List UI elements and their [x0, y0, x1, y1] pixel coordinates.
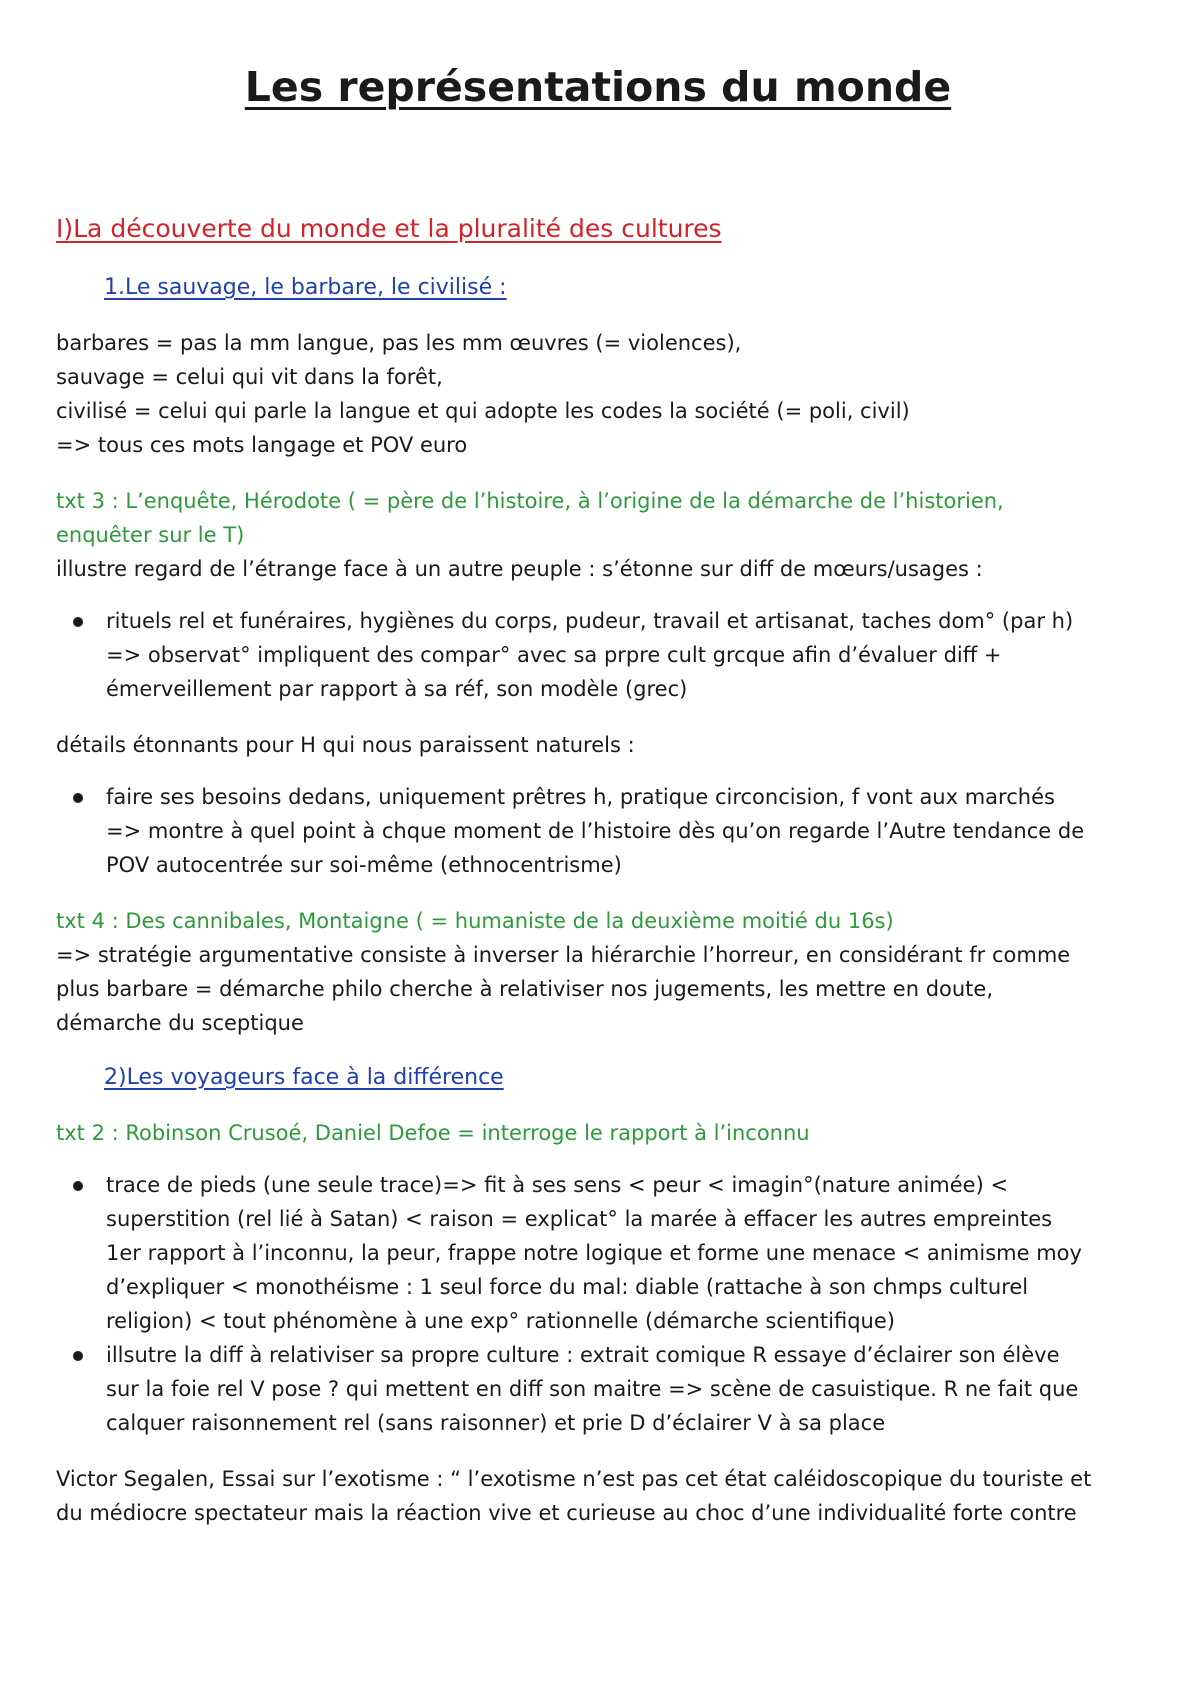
txt2-bullet-list: [56, 1168, 1140, 1440]
bullet-icon: [73, 1351, 83, 1361]
bullet-line: d’expliquer < monothéisme : 1 seul force du mal: diable (rattache à son chmps culturel: [106, 1275, 1029, 1299]
bullet-line: trace de pieds (une seule trace)=> fit à ses sens < peur < imagin°(nature animée) <: [106, 1173, 1009, 1197]
bullet-icon: [73, 617, 83, 627]
bullet-line: superstition (rel lié à Satan) < raison = explicat° la marée à effacer les autres empreintes: [106, 1207, 1053, 1231]
source-line: txt 3 : L’enquête, Hérodote ( = père de l’histoire, à l’origine de la démarche de l’historien,: [56, 489, 1004, 513]
txt2-source: [56, 1116, 1140, 1150]
source-line: txt 4 : Des cannibales, Montaigne ( = humaniste de la deuxième moitié du 16s): [56, 909, 894, 933]
source-line: txt 2 : Robinson Crusoé, Daniel Defoe = interroge le rapport à l’inconnu: [56, 1121, 810, 1145]
bullet-line: illsutre la diff à relativiser sa propre culture : extrait comique R essaye d’éclairer son élève: [106, 1343, 1060, 1367]
quote-line: du médiocre spectateur mais la réaction vive et curieuse au choc d’une individualité forte contre: [56, 1501, 1077, 1525]
bullet-line: faire ses besoins dedans, uniquement prêtres h, pratique circoncision, f vont aux marchés: [106, 785, 1055, 809]
bullet-line: 1er rapport à l’inconnu, la peur, frappe notre logique et forme une menace < animisme moy: [106, 1241, 1082, 1265]
section-heading-1: I)La découverte du monde et la pluralité des cultures: [56, 214, 722, 243]
bullet-line: => observat° impliquent des compar° avec sa prpre cult grcque afin d’évaluer diff +: [106, 643, 1002, 667]
quote-line: Victor Segalen, Essai sur l’exotisme : “ l’exotisme n’est pas cet état caléidoscopique du touriste et: [56, 1467, 1092, 1491]
txt3-source: [56, 484, 1140, 552]
definitions-paragraph: [56, 326, 1140, 462]
details-intro: [56, 728, 1140, 762]
bullet-line: POV autocentrée sur soi-même (ethnocentrisme): [106, 853, 622, 877]
list-item: [56, 780, 1140, 882]
bullet-icon: [73, 1181, 83, 1191]
bullet-line: religion) < tout phénomène à une exp° rationnelle (démarche scientifique): [106, 1309, 895, 1333]
details-bullet-list: [56, 780, 1140, 882]
subsection-heading-2: 2)Les voyageurs face à la différence: [104, 1065, 504, 1090]
body-line: plus barbare = démarche philo cherche à relativiser nos jugements, les mettre en doute,: [56, 977, 994, 1001]
definition-line: civilisé = celui qui parle la langue et qui adopte les codes la société (= poli, civil): [56, 399, 910, 423]
page-title: Les représentations du monde: [244, 63, 952, 111]
definition-line: barbares = pas la mm langue, pas les mm œuvres (= violences),: [56, 331, 742, 355]
txt3-intro: [56, 552, 1140, 586]
txt4-body: [56, 938, 1140, 1040]
definition-line: => tous ces mots langage et POV euro: [56, 433, 468, 457]
segalen-quote: [56, 1462, 1140, 1530]
bullet-line: sur la foie rel V pose ? qui mettent en diff son maitre => scène de casuistique. R ne fait que: [106, 1377, 1079, 1401]
list-item: [56, 1168, 1140, 1338]
bullet-icon: [73, 793, 83, 803]
txt3-bullet-list: [56, 604, 1140, 706]
list-item: [56, 604, 1140, 706]
intro-line: détails étonnants pour H qui nous paraissent naturels :: [56, 733, 635, 757]
txt4-source: [56, 904, 1140, 938]
bullet-line: calquer raisonnement rel (sans raisonner) et prie D d’éclairer V à sa place: [106, 1411, 886, 1435]
subsection-heading-1: 1.Le sauvage, le barbare, le civilisé :: [104, 275, 507, 300]
bullet-line: émerveillement par rapport à sa réf, son modèle (grec): [106, 677, 688, 701]
body-line: démarche du sceptique: [56, 1011, 304, 1035]
intro-line: illustre regard de l’étrange face à un autre peuple : s’étonne sur diff de mœurs/usages :: [56, 557, 983, 581]
definition-line: sauvage = celui qui vit dans la forêt,: [56, 365, 443, 389]
bullet-line: rituels rel et funéraires, hygiènes du corps, pudeur, travail et artisanat, taches dom° (par h): [106, 609, 1074, 633]
bullet-line: => montre à quel point à chque moment de l’histoire dès qu’on regarde l’Autre tendance de: [106, 819, 1085, 843]
list-item: [56, 1338, 1140, 1440]
body-line: => stratégie argumentative consiste à inverser la hiérarchie l’horreur, en considérant fr comme: [56, 943, 1071, 967]
source-line: enquêter sur le T): [56, 523, 245, 547]
